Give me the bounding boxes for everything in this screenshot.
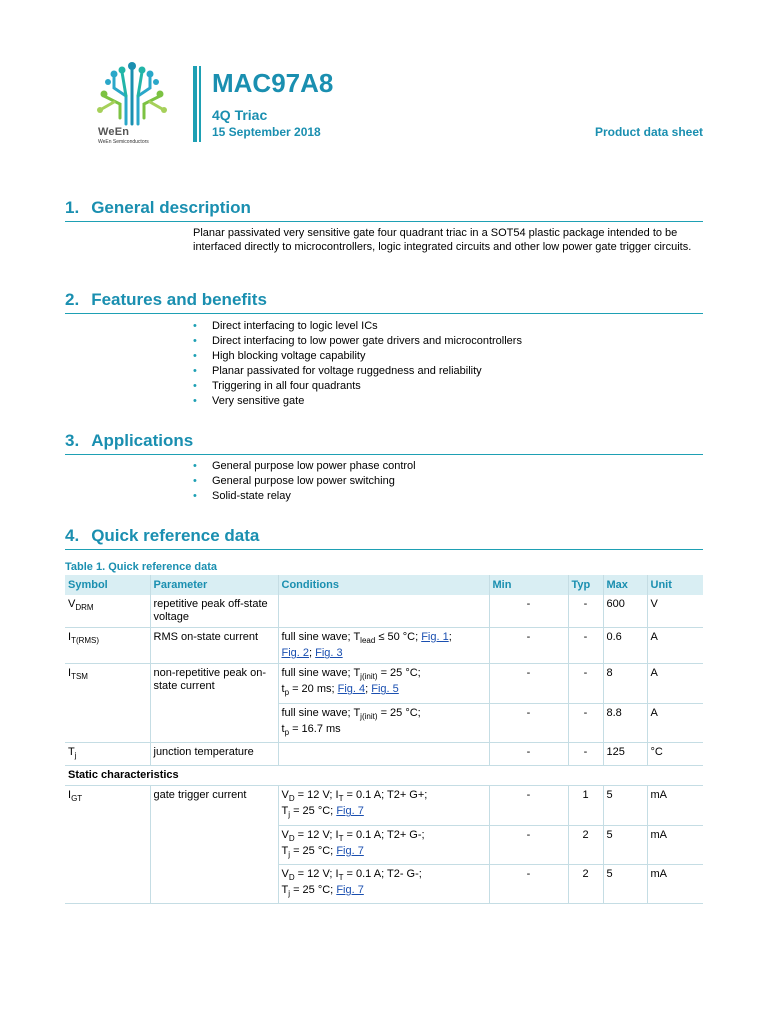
conditions-cell	[278, 595, 489, 628]
typ-cell: -	[568, 703, 603, 742]
list-item	[193, 394, 703, 409]
table-row	[65, 595, 703, 628]
conditions-cell: $V_D = 12$ V; $I_T = 0.1$ A; T2- G-; $T_j = 25$ °C; Fig. 7	[278, 864, 489, 903]
min-cell: -	[489, 742, 568, 765]
table-row	[65, 703, 703, 742]
list-item-text: High blocking voltage capability	[212, 350, 366, 362]
symbol-cell	[65, 703, 150, 742]
list-item	[193, 334, 703, 349]
symbol-cell: $T_j$	[65, 742, 150, 765]
column-header: Max	[603, 575, 647, 595]
figure-link[interactable]: Fig. 3	[315, 647, 343, 660]
max-cell: 125	[603, 742, 647, 765]
figure-link[interactable]: Fig. 7	[336, 884, 364, 897]
bullet-icon: •	[193, 335, 197, 347]
section-heading-applications	[65, 431, 703, 455]
bullet-icon: •	[193, 490, 197, 502]
column-header: Min	[489, 575, 568, 595]
list-item-text: General purpose low power switching	[212, 475, 395, 487]
table-section-row	[65, 766, 703, 786]
table-row	[65, 628, 703, 664]
table-row	[65, 825, 703, 864]
logo-name: WeEn	[98, 126, 130, 138]
unit-cell: A	[647, 703, 703, 742]
conditions-cell: full sine wave; $T_{lead} \le 50$ °C; Fig. 1; Fig. 2; Fig. 3	[278, 628, 489, 664]
typ-cell: -	[568, 742, 603, 765]
parameter-cell: junction temperature	[150, 742, 278, 765]
unit-cell: A	[647, 628, 703, 664]
logo-tree-icon	[92, 58, 172, 126]
section-number: 4.	[65, 526, 80, 545]
section-heading-general-description	[65, 198, 703, 222]
logo-subtitle: WeEn Semiconductors	[98, 139, 149, 145]
parameter-cell	[150, 703, 278, 742]
min-cell: -	[489, 786, 568, 825]
typ-cell: 2	[568, 864, 603, 903]
unit-cell: mA	[647, 825, 703, 864]
table-row	[65, 864, 703, 903]
document-date: 15 September 2018	[212, 125, 321, 139]
bullet-icon: •	[193, 460, 197, 472]
figure-link[interactable]: Fig. 1	[421, 631, 449, 643]
section-number: 2.	[65, 290, 80, 309]
column-header: Conditions	[278, 575, 489, 595]
symbol-cell: $I_{T(RMS)}$	[65, 628, 150, 664]
list-item	[193, 349, 703, 364]
max-cell: 5	[603, 825, 647, 864]
unit-cell: V	[647, 595, 703, 628]
max-cell: 5	[603, 864, 647, 903]
min-cell: -	[489, 864, 568, 903]
list-item	[193, 474, 703, 489]
section-heading-quick-reference	[65, 526, 703, 550]
list-item	[193, 379, 703, 394]
symbol-cell	[65, 825, 150, 864]
conditions-cell: $V_D = 12$ V; $I_T = 0.1$ A; T2+ G-; $T_j = 25$ °C; Fig. 7	[278, 825, 489, 864]
document-subtitle: 4Q Triac	[212, 107, 268, 123]
list-item-text: Triggering in all four quadrants	[212, 380, 361, 392]
list-item-text: Planar passivated for voltage ruggedness and reliability	[212, 365, 482, 377]
typ-cell: 2	[568, 825, 603, 864]
section-heading-features	[65, 290, 703, 314]
figure-link[interactable]: Fig. 2	[281, 647, 310, 660]
list-item	[193, 319, 703, 334]
max-cell: 8.8	[603, 703, 647, 742]
typ-cell: -	[568, 595, 603, 628]
document-title: MAC97A8	[212, 68, 334, 98]
general-description-text: Planar passivated very sensitive gate four quadrant triac in a SOT54 plastic package intended to be interfaced directly to microcontrollers, logic integrated circuits and other low power gate trigger circuits.	[193, 227, 692, 253]
min-cell: -	[489, 703, 568, 742]
list-item	[193, 459, 703, 474]
figure-link[interactable]: Fig. 5	[371, 683, 399, 696]
applications-list	[193, 459, 703, 504]
section-title: Applications	[91, 431, 194, 450]
unit-cell: mA	[647, 864, 703, 903]
parameter-cell: RMS on-state current	[150, 628, 278, 664]
list-item-text: Very sensitive gate	[212, 395, 305, 407]
quick-reference-table	[65, 575, 703, 904]
figure-link[interactable]: Fig. 7	[336, 805, 364, 818]
column-header: Typ	[568, 575, 603, 595]
symbol-cell: $V_{DRM}$	[65, 595, 150, 628]
section-number: 1.	[65, 198, 80, 217]
min-cell: -	[489, 595, 568, 628]
bullet-icon: •	[193, 475, 197, 487]
conditions-cell: full sine wave; $T_{j(init)} = 25$ °C; $t_p = 20$ ms; Fig. 4; Fig. 5	[278, 664, 489, 703]
features-list	[193, 319, 703, 409]
figure-link[interactable]: Fig. 4	[337, 683, 366, 696]
symbol-cell	[65, 864, 150, 903]
max-cell: 5	[603, 786, 647, 825]
max-cell: 8	[603, 664, 647, 703]
section-number: 3.	[65, 431, 80, 450]
min-cell: -	[489, 664, 568, 703]
conditions-cell: $V_D = 12$ V; $I_T = 0.1$ A; T2+ G+; $T_j = 25$ °C; Fig. 7	[278, 786, 489, 825]
max-cell: 0.6	[603, 628, 647, 664]
typ-cell: -	[568, 664, 603, 703]
list-item	[193, 489, 703, 504]
list-item-text: Direct interfacing to logic level ICs	[212, 320, 378, 332]
list-item-text: General purpose low power phase control	[212, 460, 416, 472]
max-cell: 600	[603, 595, 647, 628]
parameter-cell	[150, 864, 278, 903]
section-title: General description	[91, 198, 251, 217]
column-header: Unit	[647, 575, 703, 595]
title-accent-bar	[193, 66, 197, 142]
conditions-cell	[278, 742, 489, 765]
section-title: Quick reference data	[91, 526, 260, 545]
unit-cell: A	[647, 664, 703, 703]
title-accent-bar-thin	[199, 66, 201, 142]
figure-link[interactable]: Fig. 7	[336, 844, 364, 857]
parameter-cell	[150, 825, 278, 864]
table-row	[65, 664, 703, 703]
bullet-icon: •	[193, 365, 197, 377]
unit-cell: mA	[647, 786, 703, 825]
table-header-row	[65, 575, 703, 595]
min-cell: -	[489, 628, 568, 664]
document-type: Product data sheet	[594, 125, 703, 139]
ween-logo	[92, 58, 172, 148]
list-item-text: Solid-state relay	[212, 490, 291, 502]
typ-cell: 1	[568, 786, 603, 825]
column-header: Symbol	[65, 575, 150, 595]
symbol-cell: $I_{TSM}$	[65, 664, 150, 703]
conditions-cell: full sine wave; $T_{j(init)} = 25$ °C; $t_p = 16.7$ ms	[278, 703, 489, 742]
bullet-icon: •	[193, 350, 197, 362]
section-title: Features and benefits	[91, 290, 267, 309]
unit-cell: °C	[647, 742, 703, 765]
static-characteristics-label: Static characteristics	[65, 766, 703, 786]
typ-cell: -	[568, 628, 603, 664]
parameter-cell: gate trigger current	[150, 786, 278, 825]
bullet-icon: •	[193, 395, 197, 407]
table-row	[65, 742, 703, 765]
parameter-cell: non-repetitive peak on-state current	[150, 664, 278, 703]
bullet-icon: •	[193, 320, 197, 332]
parameter-cell: repetitive peak off-state voltage	[150, 595, 278, 628]
column-header: Parameter	[150, 575, 278, 595]
bullet-icon: •	[193, 380, 197, 392]
min-cell: -	[489, 825, 568, 864]
table-row	[65, 786, 703, 825]
table-caption: Table 1. Quick reference data	[65, 561, 218, 573]
symbol-cell: $I_{GT}$	[65, 786, 150, 825]
list-item	[193, 364, 703, 379]
list-item-text: Direct interfacing to low power gate drivers and microcontrollers	[212, 335, 522, 347]
